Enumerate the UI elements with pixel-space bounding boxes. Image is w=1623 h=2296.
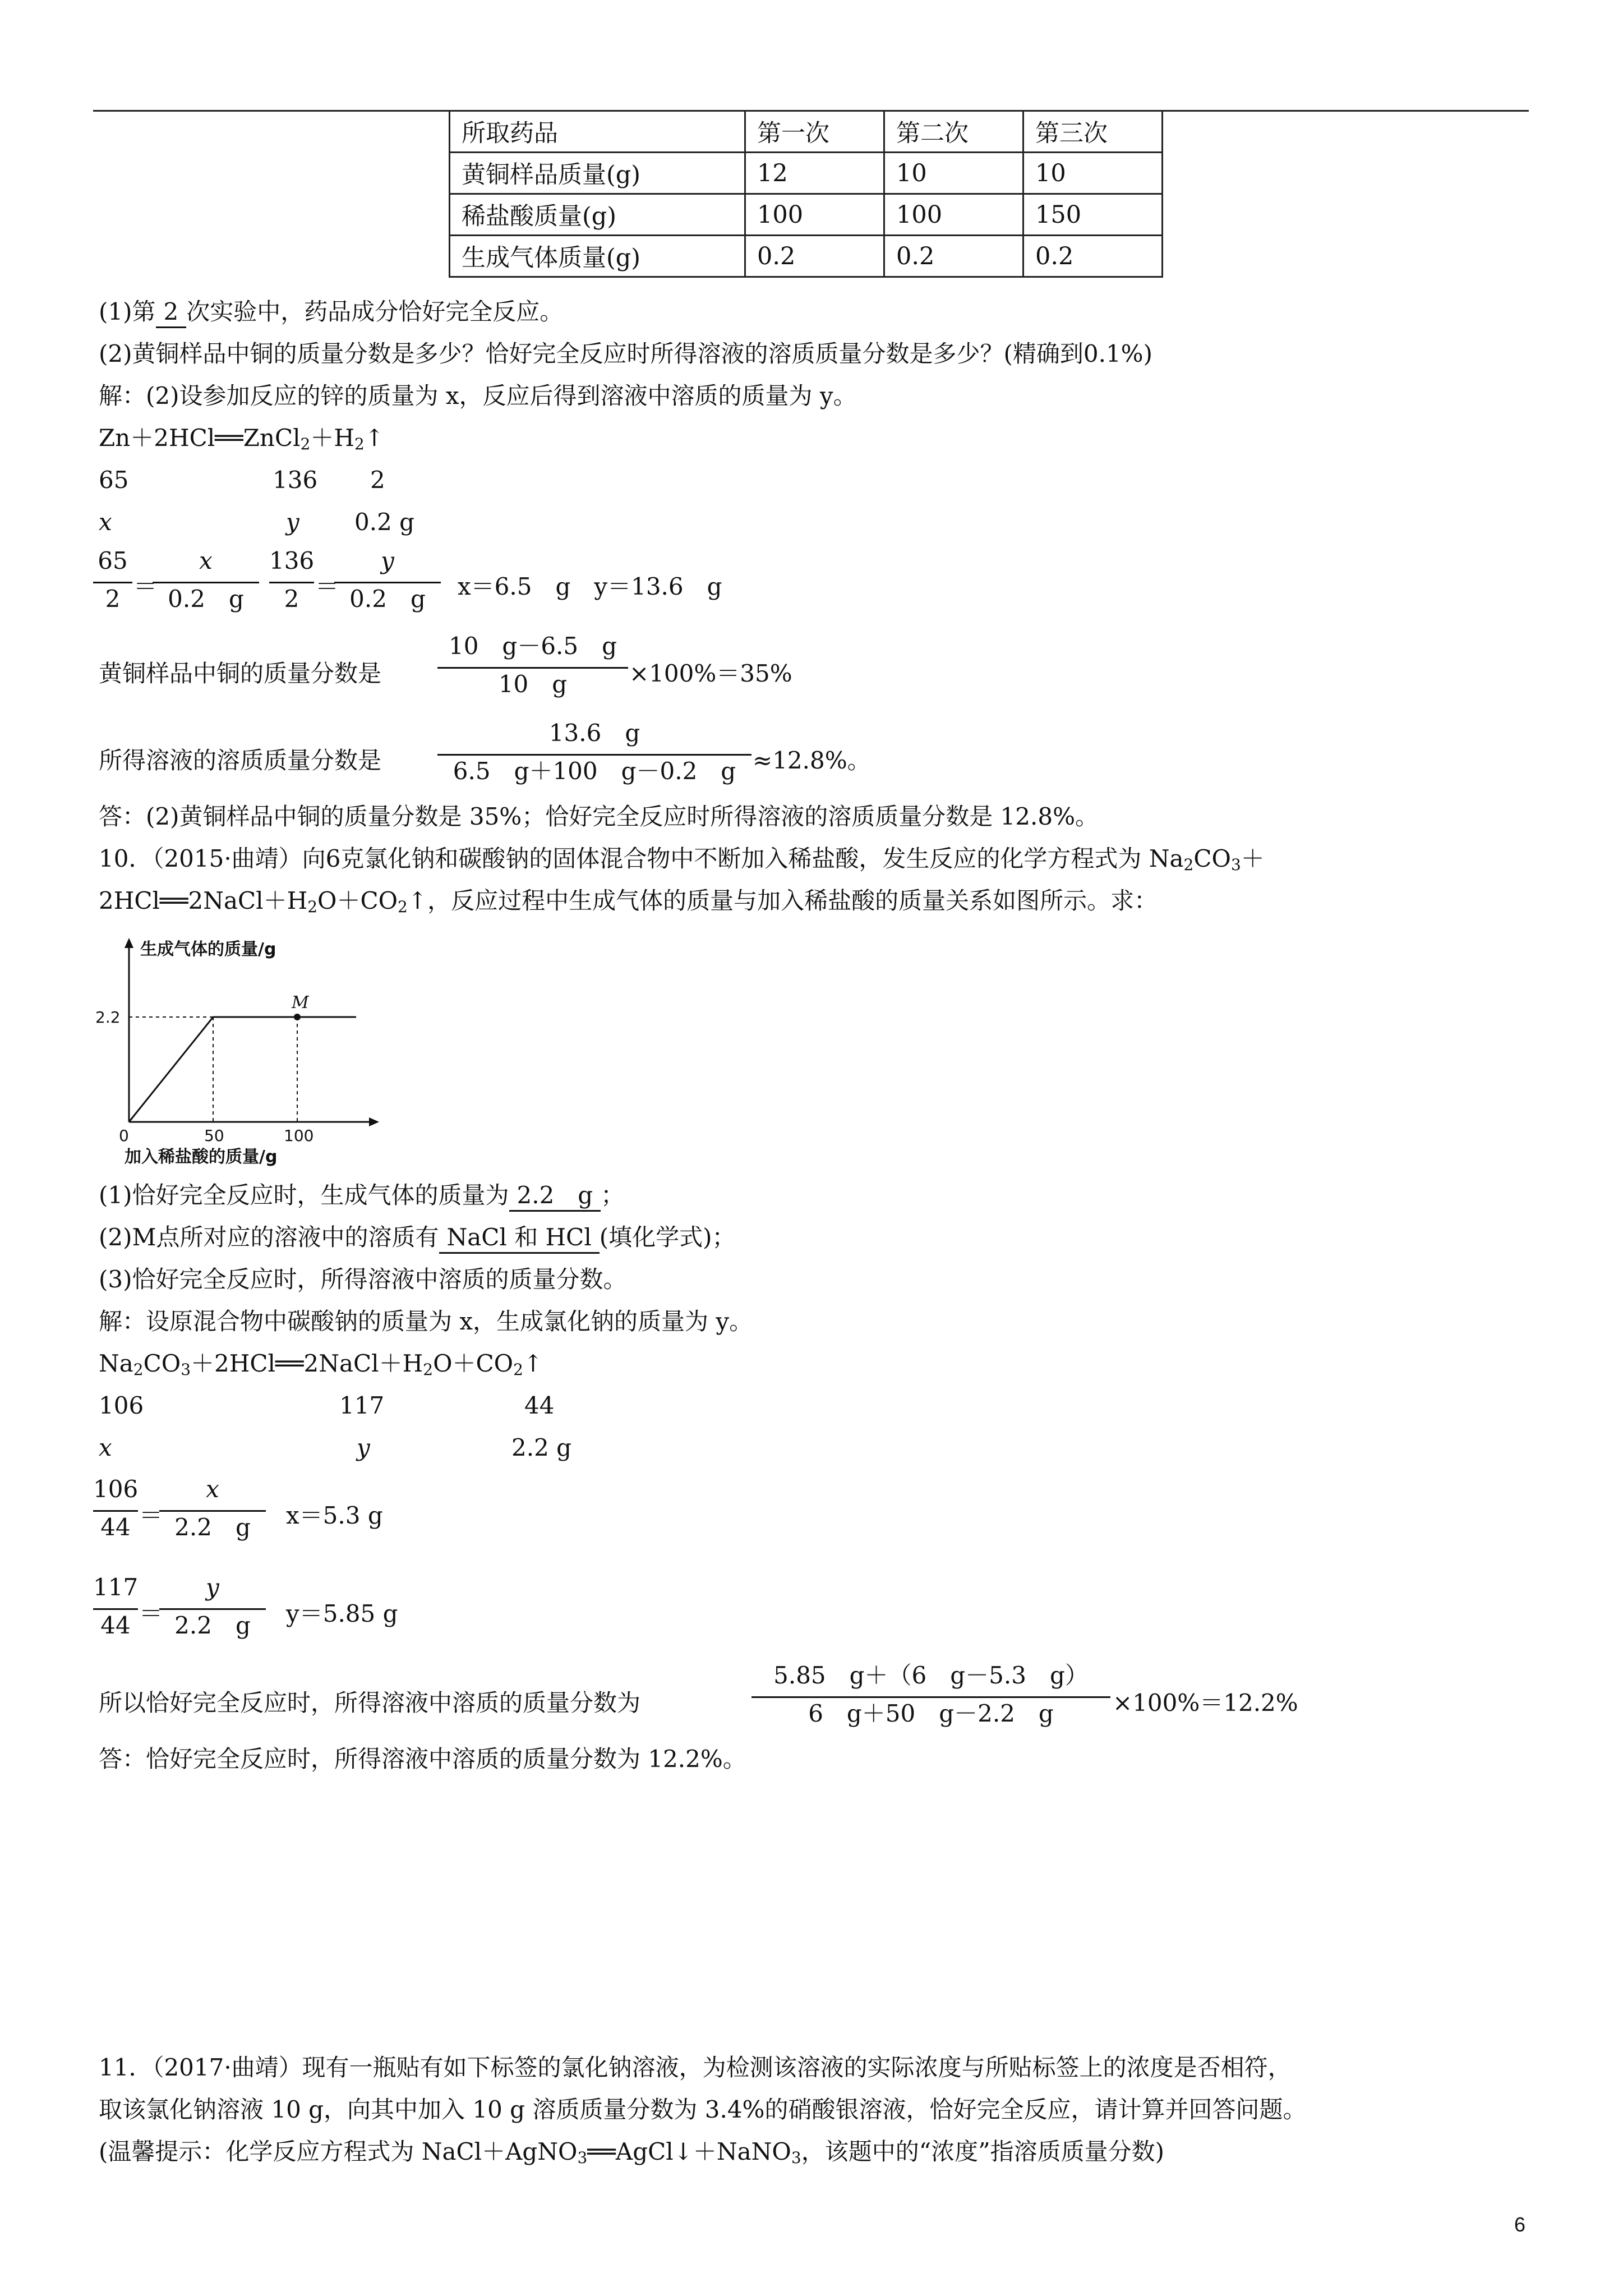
table-row [450,194,1163,236]
denominator: 0.2 g [168,585,244,613]
table-cell: 黄铜样品质量(g) [450,153,745,194]
denominator: 10 g [498,670,568,698]
q9-equation [99,424,384,459]
numerator: x [199,547,213,574]
table-cell: 稀盐酸质量(g) [450,194,745,236]
denominator: 6 g＋50 g－2.2 g [808,1700,1054,1727]
table-cell: 0.2 [745,236,884,277]
y-tick-label: 2.2 [95,1008,121,1027]
fraction-bar [437,754,751,756]
equation-text: Zn＋2HCl══ZnCl [99,424,301,452]
subscript: 3 [577,2148,588,2167]
table-header-row [450,111,1163,153]
denominator: 44 [100,1612,131,1639]
q10-line1 [99,844,1265,880]
fraction-bar [93,1510,138,1512]
fraction [93,1475,138,1545]
solute-fraction-label: 所得溶液的溶质质量分数是 [99,747,382,774]
subscript: 3 [181,1360,191,1379]
equals-sign: ＝ [139,1502,163,1529]
fraction-bar [437,667,628,669]
variable: x [99,508,112,536]
table-cell: 生成气体质量(g) [450,236,745,277]
q10-line2 [99,886,1158,922]
subscript: 3 [791,2148,801,2167]
numerator: 13.6 g [548,719,640,747]
numerator: 65 [98,547,128,574]
table-cell: 10 [1023,153,1163,194]
q10-part2 [99,1223,736,1254]
gas-volume-chart [84,931,432,1167]
equation-text: CO [143,1350,181,1377]
table-cell: 12 [745,153,884,194]
numerator: 5.85 g＋（6 g－5.3 g） [773,1662,1089,1689]
question-text: (填化学式)； [599,1223,736,1251]
fraction [437,632,628,702]
equals-sign: ＝ [139,1600,163,1627]
question-text: (温馨提示：化学反应方程式为 NaCl＋AgNO [99,2138,578,2165]
question-text: ； [601,1181,625,1209]
variable: 0.2 g [354,508,415,536]
table-cell: 0.2 [884,236,1023,277]
numerator: 106 [93,1475,139,1503]
table-row [450,236,1163,277]
equation-text: ↑ [523,1350,543,1377]
q11-line1: 11．（2017·曲靖）现有一瓶贴有如下标签的氯化钠溶液，为检测该溶液的实际浓度与所贴标签上的浓度是否相符， [99,2054,1292,2081]
question-text: 2HCl══2NaCl＋H [99,887,308,914]
fraction-bar [93,1608,138,1610]
table-header-cell: 所取药品 [450,111,745,153]
q9-part1-prefix: (1)第 [99,298,156,325]
molar-mass: 44 [524,1392,555,1419]
molar-mass: 117 [339,1392,385,1419]
q9-results: x＝6.5 g y＝13.6 g [458,573,722,600]
fraction [93,1573,138,1643]
fraction-bar [153,582,259,583]
fraction [751,1662,1110,1731]
x-tick-label: 100 [284,1126,314,1145]
numerator: 136 [269,547,315,574]
fraction [159,1475,266,1545]
denominator: 2 [284,585,299,613]
y-axis-arrow [125,938,133,948]
fraction [437,719,751,789]
answer-blank: NaCl 和 HCl [439,1223,600,1254]
table-header-cell: 第二次 [884,111,1023,153]
equation-text: ↑ [364,424,385,452]
question-text: CO [1193,845,1231,872]
equation-text: ＋2HCl══2NaCl＋H [191,1350,423,1377]
series-line [129,1017,356,1122]
page-number: 6 [1514,2213,1526,2236]
denominator: 0.2 g [349,585,426,613]
numerator: y [381,547,394,574]
q9-solution-intro: 解：(2)设参加反应的锌的质量为 x，反应后得到溶液中溶质的质量为 y。 [99,382,857,409]
question-text: O＋CO [317,887,398,914]
denominator: 6.5 g＋100 g－0.2 g [453,757,736,785]
question-text: ，该题中的“浓度”指溶质质量分数) [801,2138,1165,2165]
answer-blank: 2 [156,297,187,328]
numerator: x [206,1475,219,1503]
copper-fraction-label: 黄铜样品中铜的质量分数是 [99,660,382,687]
subscript: 2 [307,898,318,916]
point-marker [294,1014,301,1020]
solute-fraction-result: ≈12.8%。 [753,747,871,774]
table-cell: 100 [745,194,884,236]
q10-part1 [99,1181,624,1212]
q10-part3: (3)恰好完全反应时，所得溶液中溶质的质量分数。 [99,1266,627,1293]
subscript: 2 [398,898,408,916]
molar-mass: 65 [99,466,129,494]
fraction [269,547,314,616]
subscript: 2 [133,1360,144,1379]
q11-line2: 取该氯化钠溶液 10 g，向其中加入 10 g 溶质质量分数为 3.4%的硝酸银溶液，恰好完全反应，请计算并回答问题。 [99,2096,1307,2123]
molar-mass: 136 [273,466,318,494]
table-row [450,153,1163,194]
fraction [159,1573,266,1643]
table-header-cell: 第三次 [1023,111,1163,153]
table-cell: 10 [884,153,1023,194]
numerator: y [206,1573,219,1601]
q10-result-x: x＝5.3 g [286,1502,383,1529]
q10-equation [99,1349,543,1384]
subscript: 2 [423,1360,434,1379]
final-fraction-label: 所以恰好完全反应时，所得溶液中溶质的质量分数为 [99,1689,641,1717]
x-tick-label: 50 [204,1126,224,1145]
y-axis-label: 生成气体的质量/g [140,940,276,959]
molar-mass: 2 [370,466,385,494]
table-cell: 150 [1023,194,1163,236]
question-text: (2)M点所对应的溶液中的溶质有 [99,1223,439,1251]
denominator: 2 [105,585,121,613]
fraction [334,547,441,616]
q9-part2: (2)黄铜样品中铜的质量分数是多少？恰好完全反应时所得溶液的溶质质量分数是多少？(精确到0.1%) [99,340,1152,367]
question-text: ＋ [1241,845,1265,872]
fraction-bar [334,582,441,583]
table-cell: 0.2 [1023,236,1163,277]
subscript: 2 [513,1360,523,1379]
equation-text: O＋CO [433,1350,514,1377]
fraction [153,547,259,616]
q10-result-y: y＝5.85 g [286,1600,398,1627]
table-header-cell: 第一次 [745,111,884,153]
copper-fraction-result: ×100%＝35% [629,660,792,687]
q10-solution-intro: 解：设原混合物中碳酸钠的质量为 x，生成氯化钠的质量为 y。 [99,1308,753,1335]
equation-text: Na [99,1350,133,1377]
variable: y [286,508,299,536]
question-text: ↑，反应过程中生成气体的质量与加入稀盐酸的质量关系如图所示。求： [407,887,1158,914]
q9-part1-suffix: 次实验中，药品成分恰好完全反应。 [186,298,564,325]
numerator: 117 [93,1573,139,1601]
point-label: M [292,993,309,1013]
fraction [93,547,132,616]
molar-mass: 106 [99,1392,144,1419]
question-text: 10．（2015·曲靖）向6克氯化钠和碳酸钠的固体混合物中不断加入稀盐酸，发生反应的化学方程式为 Na [99,845,1184,872]
final-fraction-result: ×100%＝12.2% [1113,1689,1298,1717]
x-axis-arrow [369,1117,379,1126]
answer-blank: 2.2 g [509,1181,601,1212]
table-cell: 100 [884,194,1023,236]
equation-text: ＋H [310,424,354,452]
experiment-table [449,110,1163,278]
q9-answer: 答：(2)黄铜样品中铜的质量分数是 35%；恰好完全反应时所得溶液的溶质质量分数是 12.8%。 [99,803,1099,830]
variable: y [357,1434,370,1461]
question-text: (1)恰好完全反应时，生成气体的质量为 [99,1181,509,1209]
fraction-bar [159,1510,266,1512]
x-axis-label: 加入稀盐酸的质量/g [125,1147,278,1167]
denominator: 2.2 g [174,1513,251,1541]
subscript: 2 [354,435,365,453]
fraction-bar [751,1696,1110,1698]
equals-sign: ＝ [133,573,158,600]
variable: x [99,1434,112,1461]
denominator: 2.2 g [174,1612,251,1639]
subscript: 2 [1183,855,1194,874]
subscript: 3 [1230,855,1241,874]
q10-answer: 答：恰好完全反应时，所得溶液中溶质的质量分数为 12.2%。 [99,1745,746,1773]
fraction-bar [159,1608,266,1610]
question-text: ══AgCl↓＋NaNO [587,2138,791,2165]
equals-sign: ＝ [315,573,339,600]
x-tick-label: 0 [119,1126,129,1145]
subscript: 2 [300,435,311,453]
denominator: 44 [100,1513,131,1541]
numerator: 10 g－6.5 g [448,632,617,660]
q11-line3 [99,2137,1164,2173]
fraction-bar [269,582,314,583]
variable: 2.2 g [511,1434,572,1461]
q9-part1 [99,297,563,328]
fraction-bar [93,582,132,583]
